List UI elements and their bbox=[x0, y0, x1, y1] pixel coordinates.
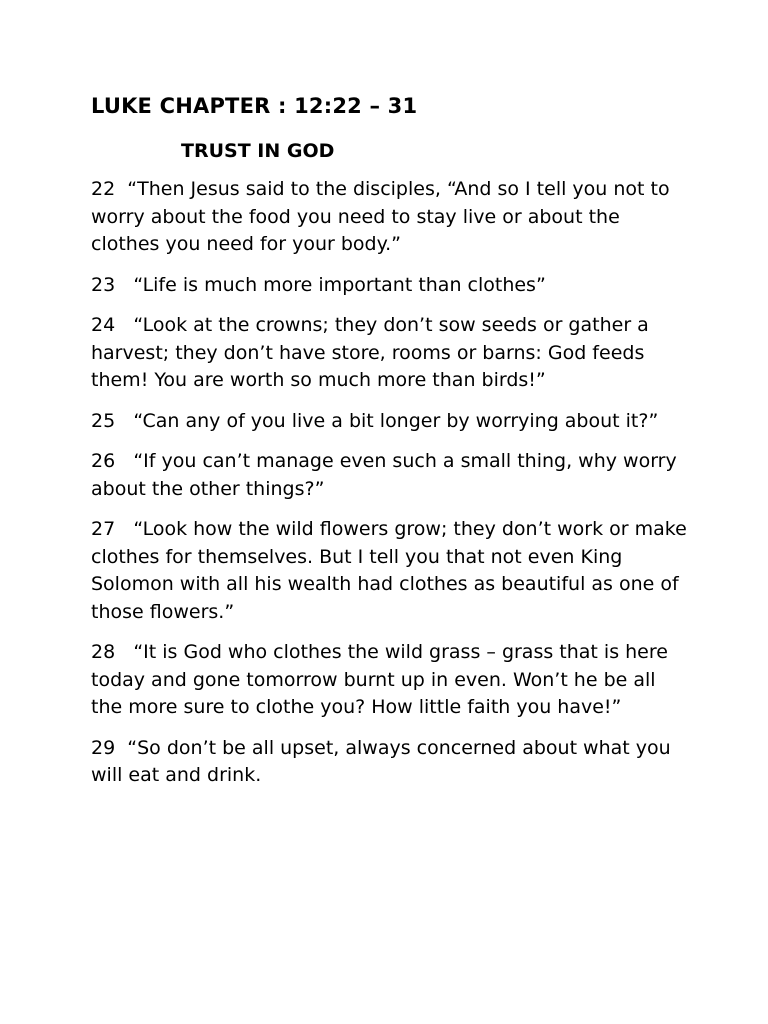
verse-gap bbox=[115, 274, 133, 296]
verse-gap bbox=[115, 518, 133, 540]
verse-gap bbox=[115, 410, 133, 432]
verse-list bbox=[91, 176, 688, 790]
document-subtitle: TRUST IN GOD bbox=[181, 140, 335, 162]
verse-paragraph bbox=[91, 448, 688, 503]
verse-gap bbox=[115, 450, 133, 472]
verse-paragraph bbox=[91, 312, 688, 395]
verse-gap bbox=[115, 737, 127, 759]
verse-text: “Look how the wild flowers grow; they don’t work or make clothes for themselves. But I tell you that not even King Solomon with all his wealth had clothes as beautiful as one of those flowers.” bbox=[91, 518, 687, 623]
verse-number: 27 bbox=[91, 518, 116, 540]
verse-number: 29 bbox=[91, 736, 116, 759]
verse-paragraph bbox=[91, 408, 688, 436]
verse-number: 25 bbox=[91, 409, 116, 432]
verse-paragraph bbox=[91, 639, 688, 722]
verse-gap bbox=[115, 641, 133, 663]
verse-text: “If you can’t manage even such a small thing, why worry about the other things?” bbox=[91, 450, 677, 500]
verse-gap bbox=[115, 314, 133, 336]
verse-number: 24 bbox=[91, 314, 116, 336]
verse-text: “It is God who clothes the wild grass – grass that is here today and gone tomorrow burnt up in even. Won’t he be all the more sure to clothe you? How little faith you have!” bbox=[91, 641, 668, 718]
verse-number: 28 bbox=[91, 641, 116, 663]
verse-number: 26 bbox=[91, 450, 116, 472]
document-title: LUKE CHAPTER : 12:22 – 31 bbox=[91, 94, 418, 118]
verse-text: “Life is much more important than clothes” bbox=[133, 273, 546, 296]
verse-number: 22 bbox=[91, 178, 116, 200]
verse-number: 23 bbox=[91, 273, 116, 296]
verse-paragraph bbox=[91, 272, 688, 300]
verse-paragraph bbox=[91, 176, 688, 259]
verse-paragraph bbox=[91, 516, 688, 626]
verse-text: “Can any of you live a bit longer by worrying about it?” bbox=[133, 409, 659, 432]
verse-gap bbox=[115, 178, 127, 200]
verse-text: “So don’t be all upset, always concerned about what you will eat and drink. bbox=[91, 736, 671, 786]
verse-text: “Then Jesus said to the disciples, “And so I tell you not to worry about the food you need to stay live or about the clothes you need for your body.” bbox=[91, 178, 670, 255]
verse-paragraph bbox=[91, 735, 688, 790]
verse-text: “Look at the crowns; they don’t sow seeds or gather a harvest; they don’t have store, rooms or barns: God feeds them! You are worth so much more than birds!” bbox=[91, 314, 649, 391]
